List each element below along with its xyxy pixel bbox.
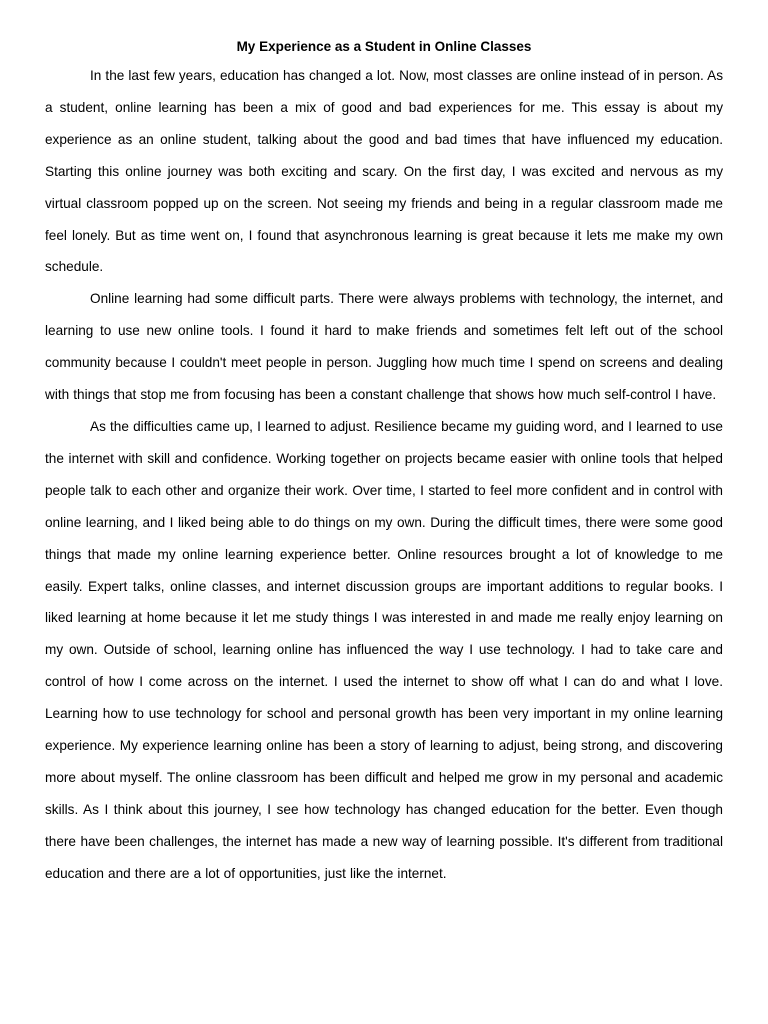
paragraph-1: In the last few years, education has changed a lot. Now, most classes are online instead of in person. As a student, online learning has been a mix of good and bad experiences for me. This essay is about my experience as an online student, talking about the good and bad times that have influenced my education. Starting this online journey was both exciting and scary. On the first day, I was excited and nervous as my virtual classroom popped up on the screen. Not seeing my friends and being in a regular classroom made me feel lonely. But as time went on, I found that asynchronous learning is great because it lets me make my own schedule. [45, 68, 723, 275]
paragraph-3: As the difficulties came up, I learned to adjust. Resilience became my guiding word, and I learned to use the internet with skill and confidence. Working together on projects became easier with online tools that helped people talk to each other and organize their work. Over time, I started to feel more confident and in control with online learning, and I liked being able to do things on my own. During the difficult times, there were some good things that made my online learning experience better. Online resources brought a lot of knowledge to me easily. Expert talks, online classes, and internet discussion groups are important additions to regular books. I liked learning at home because it let me study things I was interested in and made me really enjoy learning on my own. Outside of school, learning online has influenced the way I use technology. I had to take care and control of how I come across on the internet. I used the internet to show off what I can do and what I love. Learning how to use technology for school and personal growth has been very important in my online learning experience. My experience learning online has been a story of learning to adjust, being strong, and discovering more about myself. The online classroom has been difficult and helped me grow in my personal and academic skills. As I think about this journey, I see how technology has changed education for the better. Even though there have been challenges, the internet has made a new way of learning possible. It's different from traditional education and there are a lot of opportunities, just like the internet. [45, 418, 723, 881]
essay-title: My Experience as a Student in Online Classes [236, 39, 532, 54]
paragraph-2: Online learning had some difficult parts. There were always problems with technology, the internet, and learning to use new online tools. I found it hard to make friends and sometimes felt left out of the school community because I couldn't meet people in person. Juggling how much time I spend on screens and dealing with things that stop me from focusing has been a constant challenge that shows how much self-control I have. [45, 291, 723, 403]
document-page [45, 34, 723, 890]
